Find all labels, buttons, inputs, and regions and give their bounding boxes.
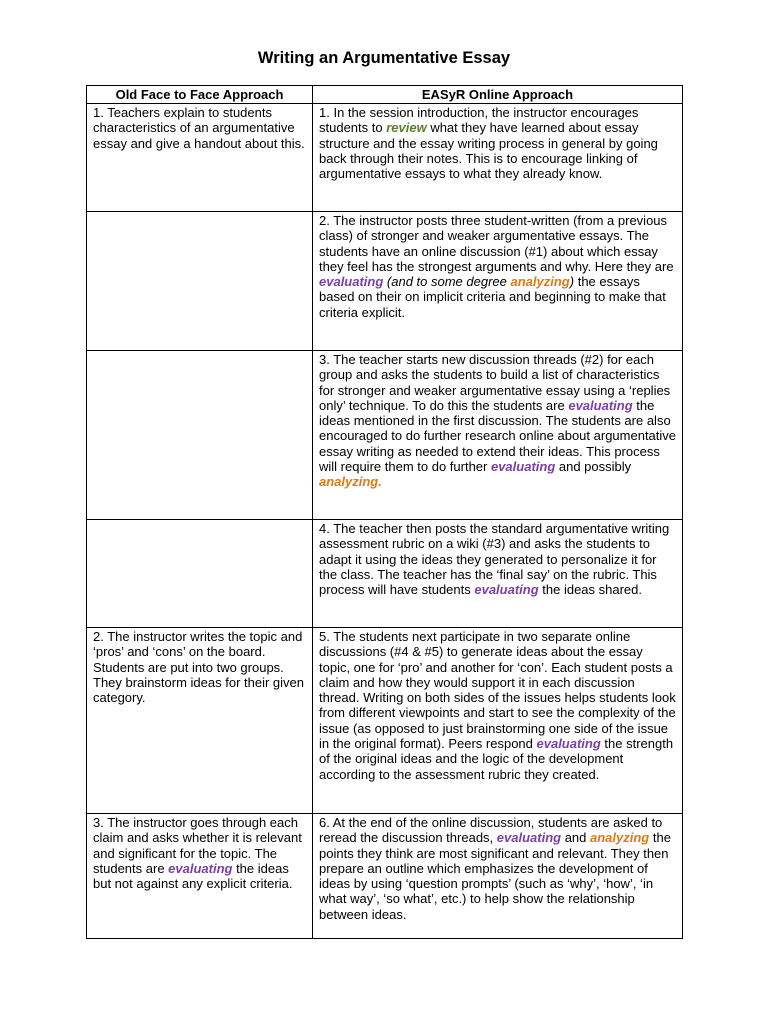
new-approach-cell [313, 628, 683, 814]
old-approach-cell [87, 351, 313, 520]
new-approach-cell [313, 351, 683, 520]
cell-text: 5. The students next participate in two separate online discussions (#4 & #5) to generate ideas about the essay topic, one for ‘pro’ and another for ‘con’. Each student posts a claim and how they would support it in each discussion thread. Writing on both sides of the issues helps students look from different viewpoints and start to see the complexity of the issue (as opposed to just brainstorming one side of the issue in the original format). Peers respond [319, 629, 676, 752]
keyword-evaluating: evaluating [168, 860, 233, 876]
italic-text: (and to some degree [383, 274, 511, 290]
old-approach-cell [87, 520, 313, 628]
cell-text: and [561, 830, 590, 846]
cell-text: the ideas shared. [538, 582, 643, 598]
new-approach-cell [313, 212, 683, 351]
keyword-analyzing: analyzing [590, 830, 650, 846]
keyword-analyzing: analyzing. [319, 474, 382, 490]
table-row [87, 814, 683, 939]
new-approach-cell [313, 104, 683, 212]
table-header-row [87, 86, 683, 104]
old-approach-cell: 2. The instructor writes the topic and ‘pros’ and ‘cons’ on the board. Students are put into two groups. They brainstorm ideas for their given category. [87, 628, 313, 814]
keyword-evaluating: evaluating [568, 397, 633, 413]
cell-text: and possibly [555, 459, 632, 475]
keyword-evaluating: evaluating [496, 830, 562, 846]
keyword-review: review [386, 120, 427, 136]
table-row [87, 520, 683, 628]
italic-text: ) [569, 274, 575, 290]
page-title: Writing an Argumentative Essay [257, 49, 511, 67]
cell-text: 1. In the session introduction, the instructor encourages students to [319, 105, 639, 136]
old-approach-cell: 1. Teachers explain to students characteristics of an argumentative essay and give a handout about this. [87, 104, 313, 212]
cell-text: the strength of the original ideas and the logic of the development according to the assessment rubric they created. [319, 736, 674, 782]
table-row [87, 104, 683, 212]
table-row [87, 628, 683, 814]
cell-text: 3. The teacher starts new discussion threads (#2) for each group and asks the students to build a list of characteristics for stronger and weaker argumentative essay using a ‘replies only’ technique. To do this the students are [319, 352, 671, 413]
cell-text: the ideas but not against any explicit criteria. [93, 860, 293, 892]
table-row [87, 351, 683, 520]
header-old-approach: Old Face to Face Approach [87, 86, 313, 104]
cell-text: what they have learned about essay structure and the essay writing process in general by going back through their notes. This is to encourage linking of argumentative essays to what they already know. [319, 120, 658, 182]
cell-text: 3. The instructor goes through each claim and asks whether it is relevant and significant for the topic. The students are [93, 815, 302, 876]
keyword-evaluating: evaluating [490, 459, 556, 475]
keyword-analyzing: analyzing [510, 274, 570, 290]
header-new-approach: EASyR Online Approach [313, 86, 683, 104]
keyword-evaluating: evaluating [536, 736, 601, 752]
old-approach-cell [87, 814, 313, 939]
keyword-evaluating: evaluating [319, 274, 384, 290]
cell-text: 6. At the end of the online discussion, students are asked to reread the discussion threads, [319, 815, 663, 846]
cell-text: 4. The teacher then posts the standard argumentative writing assessment rubric on a wiki (#3) and asks the students to adapt it using the ideas they generated to personalize it for the class. The teacher has the ‘final say’ on the rubric. This process will have students [319, 521, 670, 598]
new-approach-cell [313, 520, 683, 628]
table-row [87, 212, 683, 351]
old-approach-cell [87, 212, 313, 351]
keyword-evaluating: evaluating [474, 582, 539, 598]
cell-text: 2. The instructor posts three student-written (from a previous class) of stronger and weaker argumentative essays. The students have an online discussion (#1) about which essay they feel has the strongest arguments and why. Here they are [319, 213, 674, 274]
cell-text: the essays based on their on implicit criteria and beginning to make that criteria explicit. [319, 274, 666, 320]
cell-text: the points they think are most significant and relevant. They then prepare an outline which emphasizes the development of ideas by using ‘question prompts’ (such as ‘why’, ‘how’, ‘in what way’, ‘so what’, etc.) to help show the relationship between ideas. [319, 830, 671, 922]
new-approach-cell [313, 814, 683, 939]
comparison-table [86, 85, 683, 939]
cell-text: the ideas mentioned in the first discussion. The students are also encouraged to do further research online about argumentative essay writing as needed to extend their ideas. This process will require them to do further [319, 397, 677, 475]
